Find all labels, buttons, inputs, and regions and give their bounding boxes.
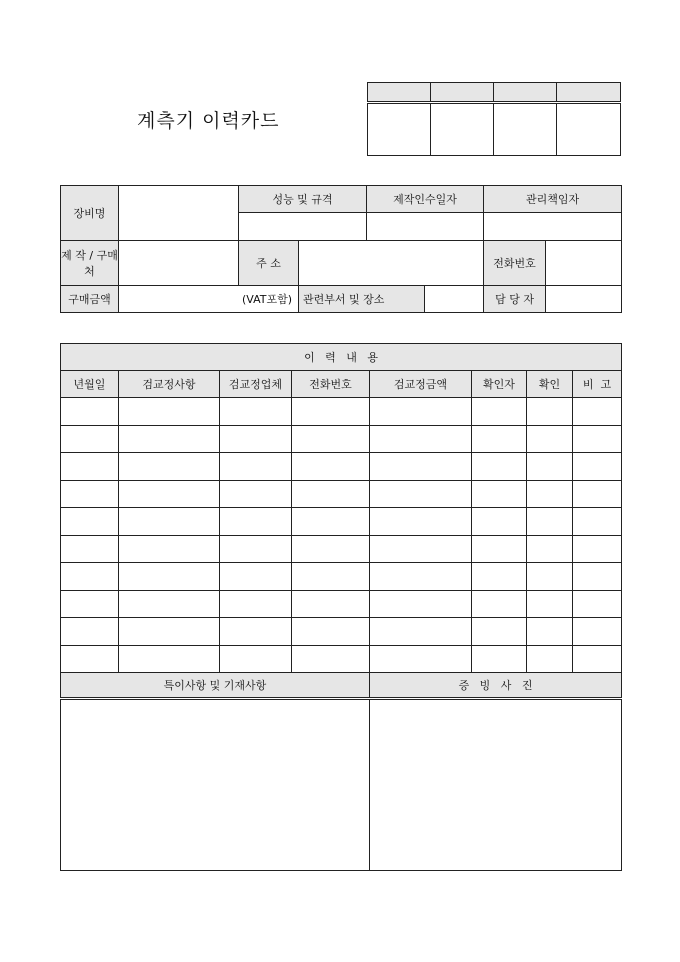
history-cell[interactable] [292, 645, 370, 673]
maker-label: 제 작 / 구매처 [61, 241, 119, 286]
history-cell[interactable] [292, 508, 370, 536]
spec-field[interactable] [239, 213, 367, 241]
history-cell[interactable] [370, 618, 472, 646]
history-cell[interactable] [573, 618, 622, 646]
history-cell[interactable] [573, 590, 622, 618]
history-table [60, 343, 622, 871]
dept-label: 관련부서 및 장소 [299, 286, 425, 313]
price-label: 구매금액 [61, 286, 119, 313]
history-section-title-text: 이 력 내 용 [304, 351, 379, 364]
history-cell[interactable] [472, 398, 527, 426]
history-cell[interactable] [370, 535, 472, 563]
person-field[interactable] [546, 286, 622, 313]
photo-title-text: 증 빙 사 진 [458, 679, 533, 692]
history-cell[interactable] [573, 480, 622, 508]
equipment-name-field[interactable] [119, 186, 239, 241]
approval-sign-cell[interactable] [494, 103, 557, 156]
table-row [61, 645, 622, 673]
history-column-header: 년월일 [61, 371, 119, 398]
history-cell[interactable] [292, 480, 370, 508]
history-cell[interactable] [573, 425, 622, 453]
history-cell[interactable] [61, 453, 119, 481]
table-row [61, 453, 622, 481]
price-field[interactable] [119, 286, 299, 313]
history-cell[interactable] [220, 480, 292, 508]
history-cell[interactable] [119, 425, 220, 453]
equipment-info-table [60, 185, 622, 313]
approval-sign-cell[interactable] [368, 103, 431, 156]
history-cell[interactable] [61, 535, 119, 563]
history-column-header: 검교정사항 [119, 371, 220, 398]
approval-header-cell [368, 83, 431, 103]
history-cell[interactable] [220, 508, 292, 536]
history-cell[interactable] [370, 425, 472, 453]
history-cell[interactable] [472, 535, 527, 563]
photo-field[interactable] [370, 699, 622, 871]
history-cell[interactable] [472, 425, 527, 453]
table-row [61, 590, 622, 618]
history-cell[interactable] [370, 508, 472, 536]
equipment-name-label: 장비명 [61, 186, 119, 241]
history-cell[interactable] [527, 425, 573, 453]
table-row [61, 618, 622, 646]
history-cell[interactable] [472, 618, 527, 646]
phone-field[interactable] [546, 241, 622, 286]
history-cell[interactable] [61, 425, 119, 453]
history-cell[interactable] [119, 398, 220, 426]
history-cell[interactable] [119, 453, 220, 481]
history-cell[interactable] [220, 563, 292, 591]
history-cell[interactable] [527, 590, 573, 618]
history-cell[interactable] [292, 453, 370, 481]
history-cell[interactable] [472, 563, 527, 591]
table-row [61, 398, 622, 426]
phone-label: 전화번호 [484, 241, 546, 286]
history-cell[interactable] [472, 645, 527, 673]
table-row [61, 425, 622, 453]
history-cell[interactable] [370, 590, 472, 618]
history-cell[interactable] [61, 480, 119, 508]
history-cell[interactable] [61, 563, 119, 591]
manager-label: 관리책임자 [484, 186, 622, 213]
history-cell[interactable] [119, 480, 220, 508]
spec-label: 성능 및 규격 [239, 186, 367, 213]
notes-field[interactable] [61, 699, 370, 871]
history-cell[interactable] [292, 618, 370, 646]
history-section-title [61, 344, 622, 371]
history-cell[interactable] [61, 645, 119, 673]
history-cell[interactable] [119, 645, 220, 673]
history-cell[interactable] [220, 453, 292, 481]
history-cell[interactable] [220, 618, 292, 646]
approval-sign-cell[interactable] [431, 103, 494, 156]
vat-note: (VAT포함) [241, 293, 292, 306]
history-cell[interactable] [527, 645, 573, 673]
history-cell[interactable] [292, 590, 370, 618]
history-cell[interactable] [472, 590, 527, 618]
history-cell[interactable] [527, 618, 573, 646]
acquired-date-field[interactable] [367, 213, 484, 241]
history-column-header: 검교정업체 [220, 371, 292, 398]
manager-field[interactable] [484, 213, 622, 241]
history-cell[interactable] [292, 425, 370, 453]
history-cell[interactable] [292, 563, 370, 591]
history-cell[interactable] [573, 508, 622, 536]
history-cell[interactable] [220, 425, 292, 453]
history-cell[interactable] [119, 535, 220, 563]
history-cell[interactable] [119, 508, 220, 536]
history-cell[interactable] [220, 535, 292, 563]
history-cell[interactable] [573, 563, 622, 591]
history-column-header: 비 고 [573, 371, 622, 398]
history-cell[interactable] [370, 453, 472, 481]
table-row [61, 563, 622, 591]
approval-header-cell [494, 83, 557, 103]
maker-field[interactable] [119, 241, 239, 286]
history-cell[interactable] [527, 453, 573, 481]
history-cell[interactable] [292, 398, 370, 426]
acquired-date-label: 제작인수일자 [367, 186, 484, 213]
history-column-header: 확인자 [472, 371, 527, 398]
history-cell[interactable] [370, 480, 472, 508]
history-column-header: 확인 [527, 371, 573, 398]
history-cell[interactable] [61, 618, 119, 646]
history-cell[interactable] [472, 508, 527, 536]
history-cell[interactable] [370, 563, 472, 591]
history-cell[interactable] [119, 590, 220, 618]
address-field[interactable] [299, 241, 484, 286]
document-title: 계측기 이력카드 [137, 110, 280, 132]
table-row [61, 535, 622, 563]
history-cell[interactable] [220, 590, 292, 618]
dept-field[interactable] [425, 286, 484, 313]
history-cell[interactable] [220, 398, 292, 426]
notes-title-text: 특이사항 및 기재사항 [163, 679, 267, 692]
history-cell[interactable] [370, 645, 472, 673]
history-cell[interactable] [527, 508, 573, 536]
history-cell[interactable] [61, 508, 119, 536]
history-cell[interactable] [573, 398, 622, 426]
table-row [61, 508, 622, 536]
history-column-headers [61, 371, 622, 398]
address-label: 주 소 [239, 241, 299, 286]
history-cell[interactable] [472, 453, 527, 481]
history-rows [61, 398, 622, 673]
history-cell[interactable] [527, 480, 573, 508]
history-cell[interactable] [370, 398, 472, 426]
history-cell[interactable] [527, 398, 573, 426]
history-cell[interactable] [119, 563, 220, 591]
table-row [61, 480, 622, 508]
history-cell[interactable] [220, 645, 292, 673]
approval-header-cell [431, 83, 494, 103]
history-cell[interactable] [61, 590, 119, 618]
history-cell[interactable] [527, 535, 573, 563]
notes-title [61, 673, 370, 699]
person-label: 담 당 자 [484, 286, 546, 313]
approval-header-cell [557, 83, 621, 103]
history-cell[interactable] [292, 535, 370, 563]
approval-box [367, 82, 621, 156]
history-cell[interactable] [573, 535, 622, 563]
history-cell[interactable] [527, 563, 573, 591]
history-cell[interactable] [472, 480, 527, 508]
history-cell[interactable] [119, 618, 220, 646]
history-cell[interactable] [61, 398, 119, 426]
history-cell[interactable] [573, 453, 622, 481]
history-column-header: 검교정금액 [370, 371, 472, 398]
history-column-header: 전화번호 [292, 371, 370, 398]
approval-sign-cell[interactable] [557, 103, 621, 156]
history-cell[interactable] [573, 645, 622, 673]
photo-title [370, 673, 622, 699]
